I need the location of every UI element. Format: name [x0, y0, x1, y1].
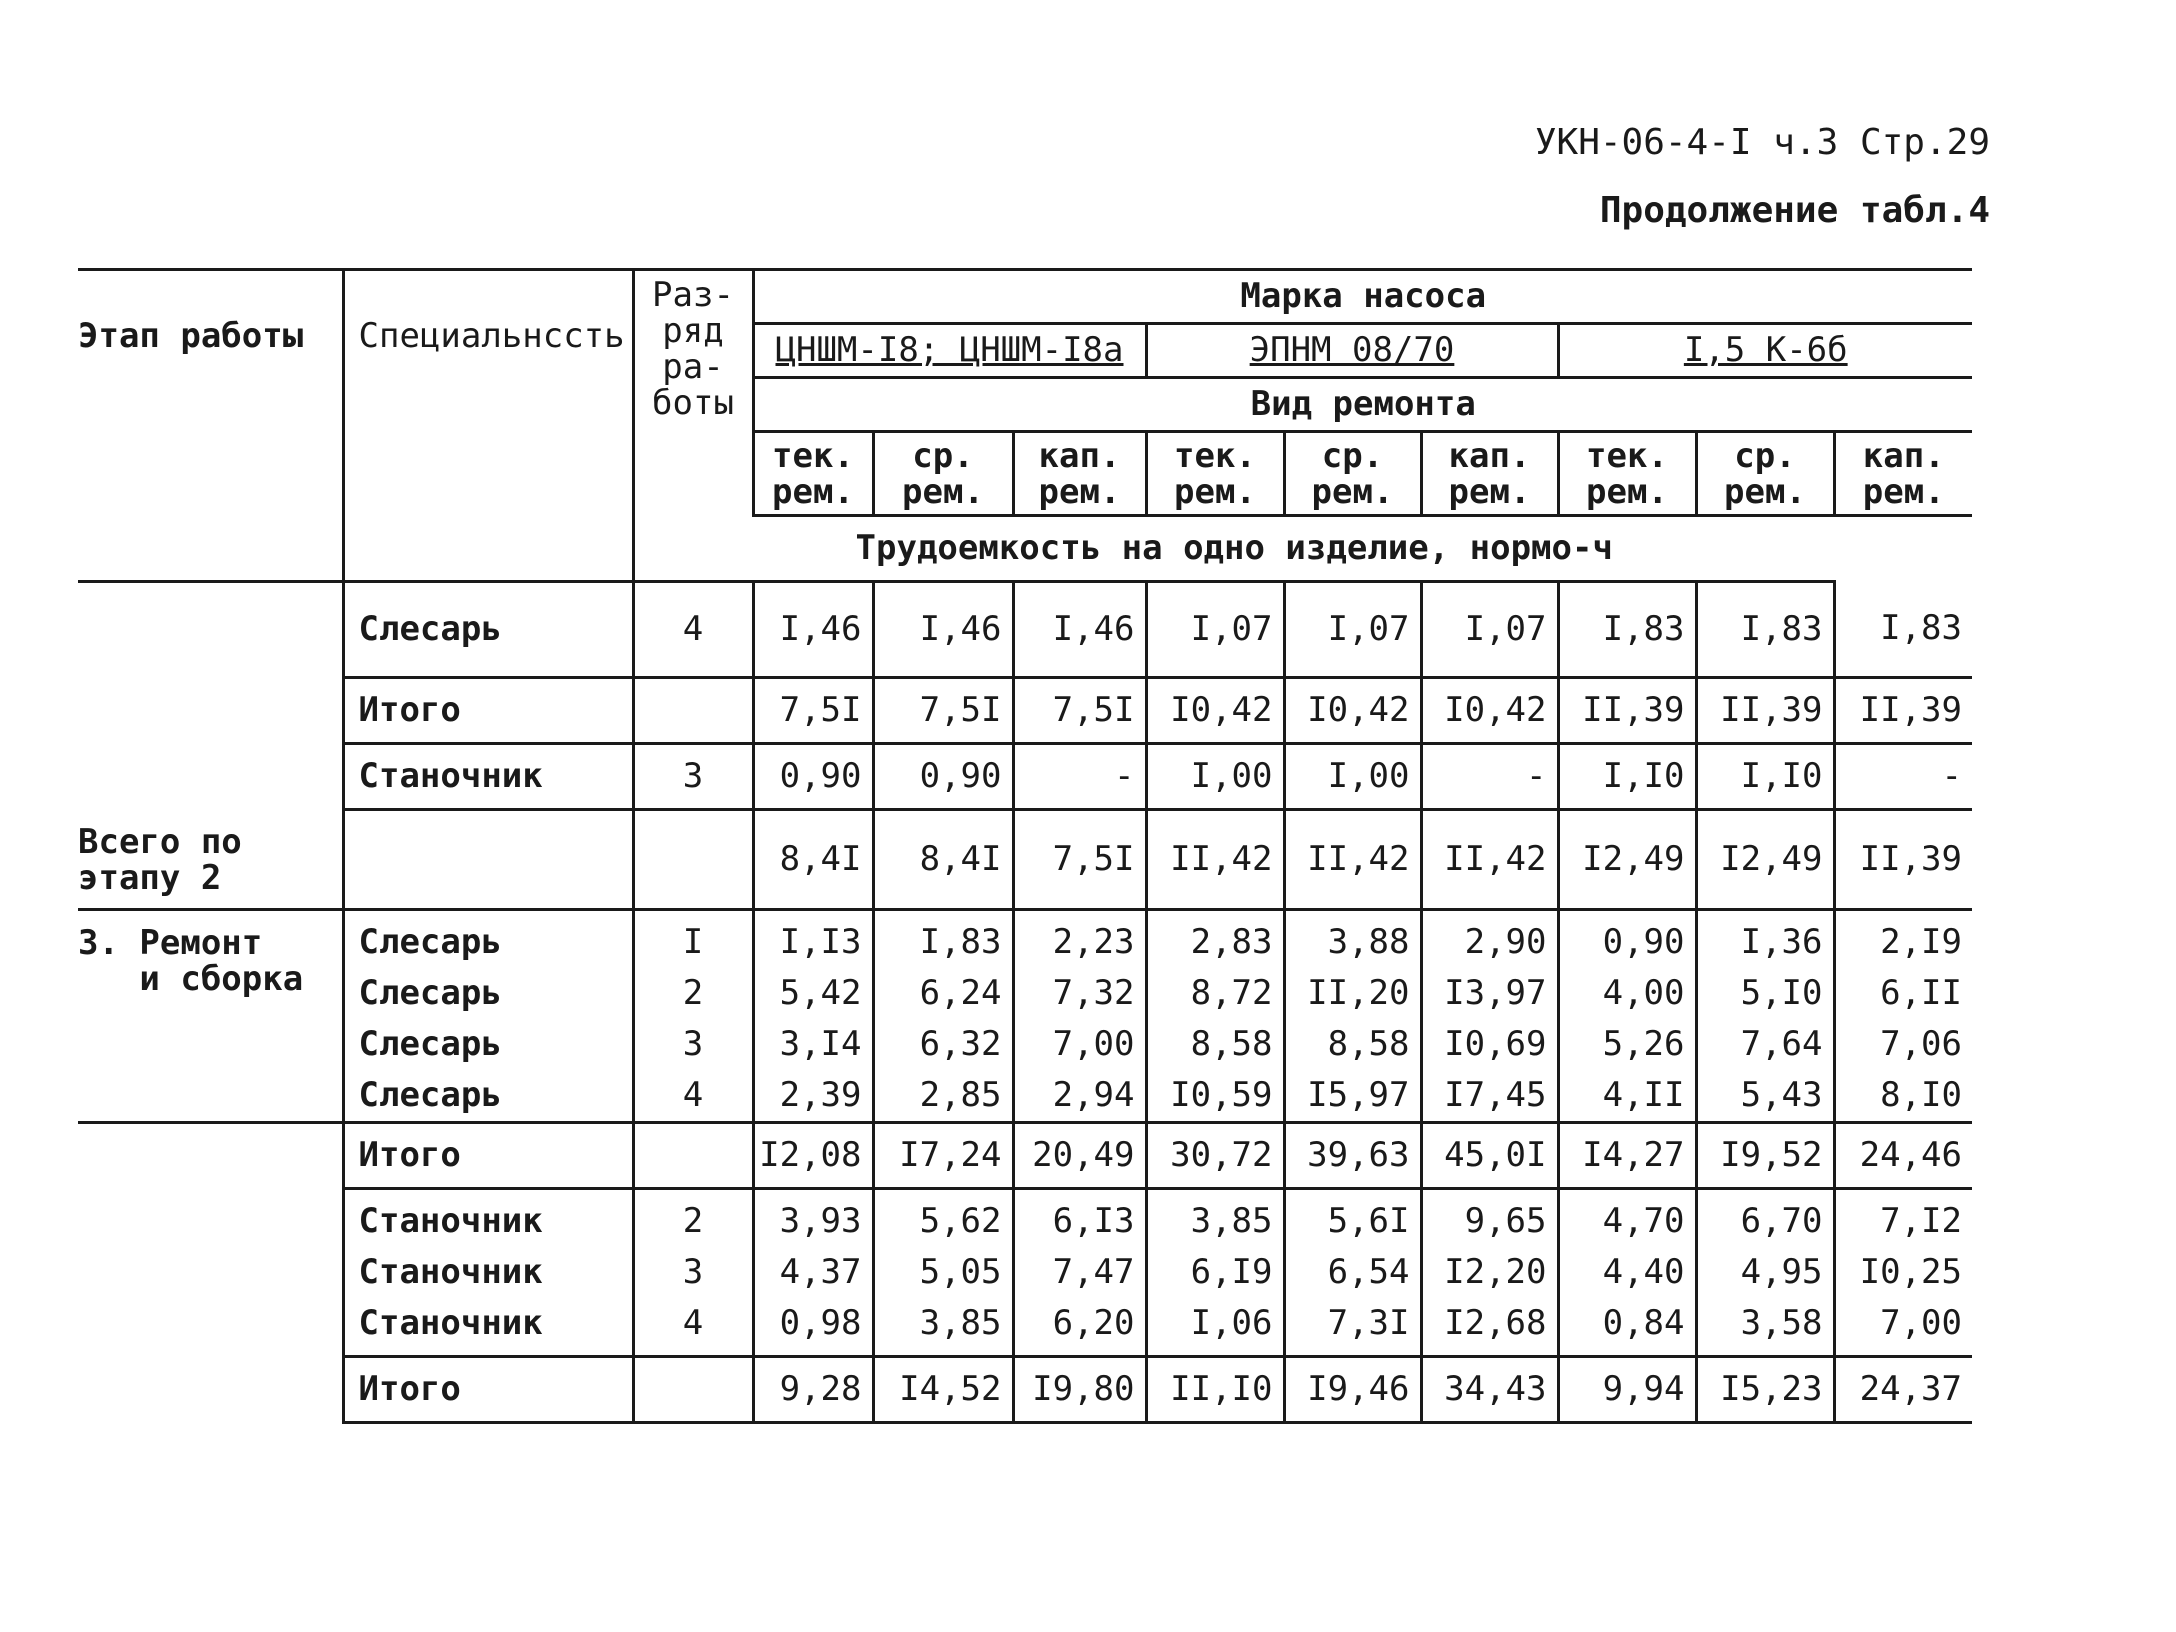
labor-value-cell: 2,83 8,72 8,58 I0,59: [1146, 910, 1284, 1123]
labor-value-cell: 9,94: [1558, 1357, 1696, 1423]
labor-value-cell: I,83 6,24 6,32 2,85: [873, 910, 1013, 1123]
labor-value-cell: 9,65 I2,20 I2,68: [1421, 1189, 1558, 1357]
table-row: [78, 1189, 1972, 1357]
repair-kind-header: кап. рем.: [1421, 432, 1558, 516]
pump-model-header: ЦНШМ-I8; ЦНШМ-I8а: [753, 324, 1146, 378]
labor-value-cell: 7,5I: [1013, 810, 1146, 910]
labor-value-cell: 4,70 4,40 0,84: [1558, 1189, 1696, 1357]
labor-value-cell: I,I0: [1696, 744, 1834, 810]
specialty-column-header: Специальнсcть: [343, 270, 633, 582]
grade-column-header: Раз- ряд ра- боты: [633, 270, 753, 516]
labor-value-cell: I4,27: [1558, 1123, 1696, 1189]
labor-value-cell: II,39: [1696, 678, 1834, 744]
labor-value-cell: I,07: [1146, 582, 1284, 678]
stage-cell: [78, 678, 343, 744]
labor-value-cell: 24,37: [1834, 1357, 1972, 1423]
labor-value-cell: I2,08: [753, 1123, 873, 1189]
pump-model-header: I,5 К-6б: [1558, 324, 1972, 378]
specialty-cell: Итого: [343, 678, 633, 744]
repair-kind-header: кап. рем.: [1834, 432, 1972, 516]
labor-value-cell: 39,63: [1284, 1123, 1421, 1189]
labor-value-cell: 0,90 4,00 5,26 4,II: [1558, 910, 1696, 1123]
labor-value-cell: I0,42: [1284, 678, 1421, 744]
labor-value-cell: 45,0I: [1421, 1123, 1558, 1189]
repair-type-header: Вид ремонта: [753, 378, 1972, 432]
labor-table: [78, 268, 1972, 1424]
pump-labor-table: [78, 268, 1972, 1424]
labor-value-cell: I,36 5,I0 7,64 5,43: [1696, 910, 1834, 1123]
labor-value-cell: 24,46: [1834, 1123, 1972, 1189]
labor-value-cell: I,46: [873, 582, 1013, 678]
grade-cell: [633, 678, 753, 744]
labor-value-cell: 2,23 7,32 7,00 2,94: [1013, 910, 1146, 1123]
table-row: [78, 1123, 1972, 1189]
labor-value-cell: II,42: [1284, 810, 1421, 910]
stage-column-header: Этап работы: [78, 270, 343, 582]
labor-value-cell: I,83: [1834, 582, 1972, 678]
labor-value-cell: I,07: [1421, 582, 1558, 678]
labor-value-cell: I,83: [1558, 582, 1696, 678]
labor-value-cell: 7,5I: [1013, 678, 1146, 744]
labor-value-cell: I9,52: [1696, 1123, 1834, 1189]
repair-kind-header: ср. рем.: [1284, 432, 1421, 516]
labor-value-cell: 30,72: [1146, 1123, 1284, 1189]
labor-value-cell: 2,90 I3,97 I0,69 I7,45: [1421, 910, 1558, 1123]
labor-value-cell: I,07: [1284, 582, 1421, 678]
labor-value-cell: I5,23: [1696, 1357, 1834, 1423]
labor-value-cell: 6,I3 7,47 6,20: [1013, 1189, 1146, 1357]
labor-value-cell: 3,93 4,37 0,98: [753, 1189, 873, 1357]
labor-value-cell: 5,62 5,05 3,85: [873, 1189, 1013, 1357]
grade-cell: [633, 1123, 753, 1189]
labor-value-cell: I9,80: [1013, 1357, 1146, 1423]
specialty-cell: Слесарь: [343, 582, 633, 678]
pump-model-header: ЭПНМ 08/70: [1146, 324, 1558, 378]
stage-cell: [78, 1357, 343, 1423]
stage-cell: [78, 582, 343, 678]
table-row: [78, 1357, 1972, 1423]
labor-value-cell: 34,43: [1421, 1357, 1558, 1423]
stage-cell: 3. Ремонт и сборка: [78, 910, 343, 1123]
table-row: [78, 582, 1972, 678]
repair-kind-header: тек. рем.: [1558, 432, 1696, 516]
labor-units-header: Трудоемкость на одно изделие, нормо-ч: [633, 516, 1834, 582]
labor-value-cell: II,42: [1146, 810, 1284, 910]
labor-value-cell: -: [1834, 744, 1972, 810]
labor-value-cell: II,I0: [1146, 1357, 1284, 1423]
stage-cell: [78, 1123, 343, 1189]
labor-value-cell: -: [1013, 744, 1146, 810]
grade-cell: I 2 3 4: [633, 910, 753, 1123]
labor-value-cell: I4,52: [873, 1357, 1013, 1423]
labor-value-cell: 8,4I: [753, 810, 873, 910]
labor-value-cell: 9,28: [753, 1357, 873, 1423]
labor-value-cell: I,I0: [1558, 744, 1696, 810]
labor-value-cell: II,39: [1834, 810, 1972, 910]
labor-value-cell: 2,I9 6,II 7,06 8,I0: [1834, 910, 1972, 1123]
grade-cell: 4: [633, 582, 753, 678]
labor-value-cell: II,39: [1834, 678, 1972, 744]
specialty-cell: [343, 810, 633, 910]
labor-value-cell: 7,I2 I0,25 7,00: [1834, 1189, 1972, 1357]
table-row: [78, 744, 1972, 810]
repair-kind-header: ср. рем.: [1696, 432, 1834, 516]
labor-value-cell: 3,85 6,I9 I,06: [1146, 1189, 1284, 1357]
labor-value-cell: I,00: [1146, 744, 1284, 810]
labor-value-cell: -: [1421, 744, 1558, 810]
specialty-cell: Слесарь Слесарь Слесарь Слесарь: [343, 910, 633, 1123]
repair-kind-header: тек. рем.: [1146, 432, 1284, 516]
specialty-cell: Итого: [343, 1357, 633, 1423]
grade-cell: [633, 810, 753, 910]
specialty-cell: Станочник: [343, 744, 633, 810]
document-code: УКН-06-4-I ч.3 Стр.29: [1534, 122, 1990, 163]
labor-value-cell: 3,88 II,20 8,58 I5,97: [1284, 910, 1421, 1123]
labor-value-cell: I7,24: [873, 1123, 1013, 1189]
labor-value-cell: II,39: [1558, 678, 1696, 744]
labor-value-cell: I,46: [1013, 582, 1146, 678]
labor-value-cell: I,83: [1696, 582, 1834, 678]
stage-cell: [78, 744, 343, 810]
grade-cell: [633, 1357, 753, 1423]
table-row: [78, 910, 1972, 1123]
repair-kind-header: ср. рем.: [873, 432, 1013, 516]
labor-value-cell: 8,4I: [873, 810, 1013, 910]
labor-value-cell: 5,6I 6,54 7,3I: [1284, 1189, 1421, 1357]
labor-value-cell: I9,46: [1284, 1357, 1421, 1423]
labor-value-cell: I,00: [1284, 744, 1421, 810]
specialty-cell: Итого: [343, 1123, 633, 1189]
labor-value-cell: I,I3 5,42 3,I4 2,39: [753, 910, 873, 1123]
labor-value-cell: 7,5I: [873, 678, 1013, 744]
stage-cell: [78, 1189, 343, 1357]
labor-value-cell: I,46: [753, 582, 873, 678]
pump-brand-header: Марка насоса: [753, 270, 1972, 324]
table-row: [78, 810, 1972, 910]
table-row: [78, 678, 1972, 744]
labor-value-cell: II,42: [1421, 810, 1558, 910]
labor-value-cell: I2,49: [1558, 810, 1696, 910]
labor-value-cell: 0,90: [873, 744, 1013, 810]
table-continuation-label: Продолжение табл.4: [1599, 190, 1990, 231]
stage-cell: Всего по этапу 2: [78, 810, 343, 910]
grade-cell: 2 3 4: [633, 1189, 753, 1357]
specialty-cell: Станочник Станочник Станочник: [343, 1189, 633, 1357]
labor-value-cell: I2,49: [1696, 810, 1834, 910]
labor-value-cell: 6,70 4,95 3,58: [1696, 1189, 1834, 1357]
labor-value-cell: I0,42: [1146, 678, 1284, 744]
labor-value-cell: 0,90: [753, 744, 873, 810]
labor-value-cell: I0,42: [1421, 678, 1558, 744]
repair-kind-header: кап. рем.: [1013, 432, 1146, 516]
repair-kind-header: тек. рем.: [753, 432, 873, 516]
grade-cell: 3: [633, 744, 753, 810]
labor-value-cell: 20,49: [1013, 1123, 1146, 1189]
labor-value-cell: 7,5I: [753, 678, 873, 744]
